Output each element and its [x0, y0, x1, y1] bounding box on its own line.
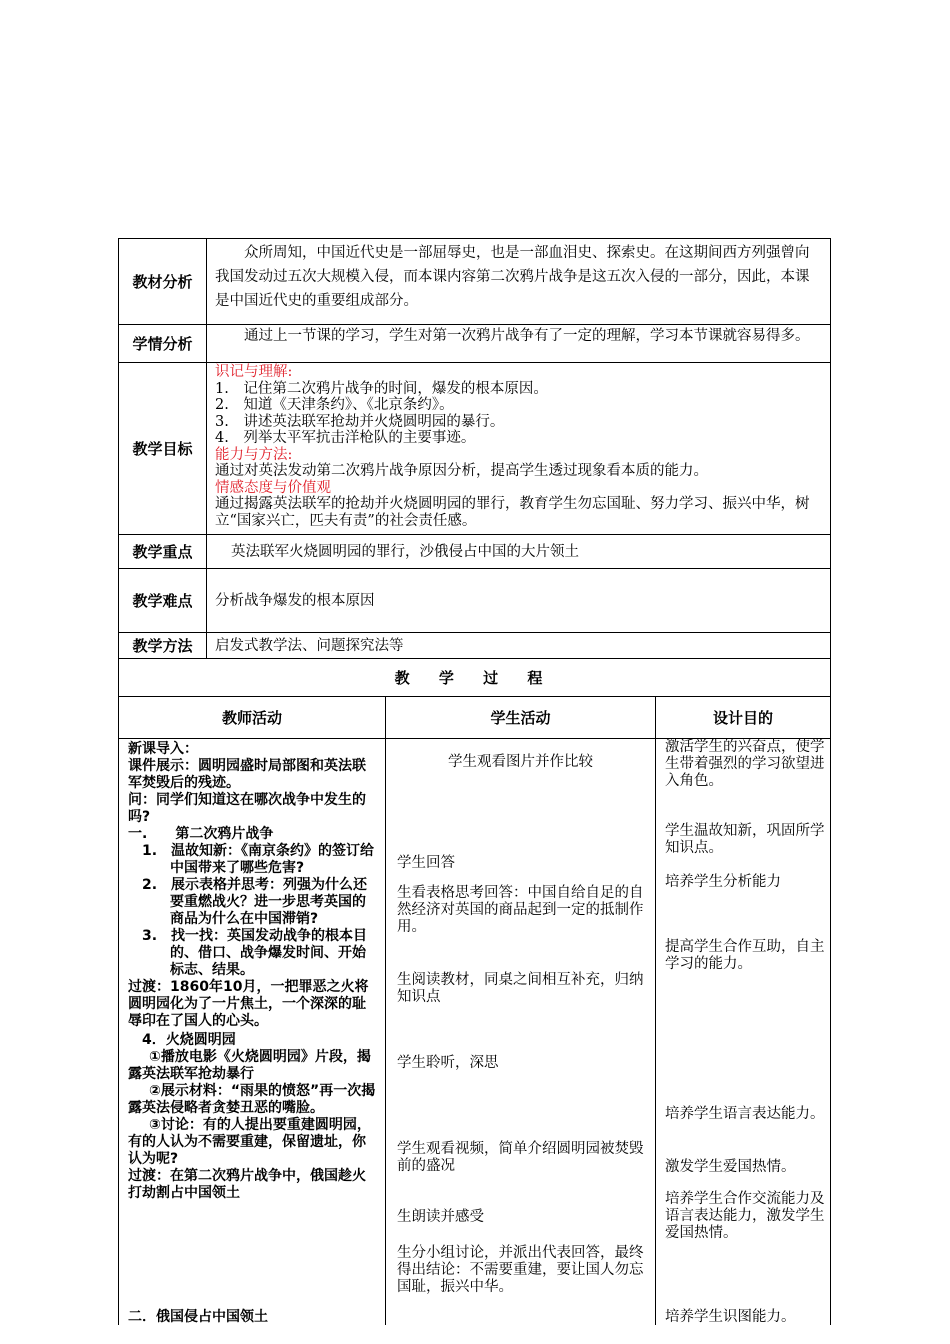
purpose-line: 培养学生语言表达能力。: [665, 1106, 825, 1122]
teacher-line: ③讨论：有的人提出要重建圆明园，有的人认为不需要重建，保留遗址，你认为呢?: [128, 1117, 371, 1167]
row-label: 教学重点: [119, 535, 207, 568]
row-textbook-analysis: [118, 239, 831, 325]
student-line: 学生观看视频，简单介绍圆明园被焚毁前的盛况: [397, 1141, 644, 1174]
teacher-line: 问：同学们知道这在哪次战争中发生的吗?: [128, 792, 366, 825]
goal-item: 2. 知道《天津条约》、《北京条约》。: [215, 397, 454, 413]
teacher-line: ①播放电影《火烧圆明园》片段，揭露英法联军抢劫暴行: [128, 1049, 371, 1082]
teacher-line: 1. 温故知新：《南京条约》的签订给中国带来了哪些危害?: [142, 843, 375, 876]
student-activity-column: [386, 739, 656, 1325]
row-content: [207, 535, 830, 568]
student-analysis-text: 通过上一节课的学习，学生对第一次鸦片战争有了一定的理解，学习本节课就容易得多。: [244, 328, 810, 344]
teacher-line: 二．俄国侵占中国领土: [128, 1309, 268, 1325]
teacher-line: 3. 找一找：英国发动战争的根本目的、借口、战争爆发时间、开始标志、结果。: [142, 928, 368, 978]
purpose-line: 激活学生的兴奋点，使学生带着强烈的学习欲望进入角色。: [665, 739, 825, 789]
goal-item: 1. 记住第二次鸦片战争的时间，爆发的根本原因。: [215, 380, 548, 397]
purpose-line: 培养学生识图能力。: [665, 1309, 796, 1325]
row-teaching-method: [118, 633, 831, 659]
row-process-title: [118, 659, 831, 697]
row-student-analysis: [118, 325, 831, 363]
teacher-line: ②展示材料：“雨果的愤怒”再一次揭露英法侵略者贪婪丑恶的嘴脸。: [128, 1083, 376, 1116]
student-line: 学生观看图片并作比较: [448, 754, 593, 770]
header-student-activity: 学生活动: [490, 709, 551, 727]
textbook-analysis-text: 众所周知，中国近代史是一部屈辱史，也是一部血泪史、探索史。在这期间西方列强曾向我国发动过五次大规模入侵，而本课内容第二次鸦片战争是这五次入侵的一部分，因此，本课是中国近代史的重要组成部分。: [215, 245, 810, 309]
goal-heading-memory: 识记与理解:: [215, 364, 293, 380]
teacher-activity-column: [119, 739, 386, 1325]
row-content: [207, 569, 830, 632]
teaching-method-text: 启发式教学法、问题探究法等: [215, 637, 404, 654]
goal-item: 4. 列举太平军抗击洋枪队的主要事迹。: [215, 430, 476, 446]
row-difficult-points: [118, 569, 831, 633]
row-content: [207, 325, 830, 362]
teacher-line: 过渡：在第二次鸦片战争中，俄国趁火打劫割占中国领土: [128, 1168, 366, 1201]
teacher-line: 课件展示：圆明园盛时局部图和英法联军焚毁后的残迹。: [128, 758, 366, 791]
student-line: 生分小组讨论，并派出代表回答，最终得出结论：不需要重建，要让国人勿忘国耻，振兴中华。: [397, 1245, 644, 1295]
row-process-body: [118, 739, 831, 1325]
student-line: 学生聆听，深思: [397, 1055, 499, 1071]
student-line: 生阅读教材，同桌之间相互补充，归纳知识点: [397, 972, 644, 1005]
row-key-points: [118, 535, 831, 569]
difficult-points-text: 分析战争爆发的根本原因: [215, 592, 375, 609]
student-line: 生看表格思考回答：中国自给自足的自然经济对英国的商品起到一定的抵制作用。: [397, 885, 644, 935]
goal-heading-ability: 能力与方法:: [215, 446, 293, 463]
teacher-line: 新课导入：: [128, 741, 198, 757]
teacher-line: 2. 展示表格并思考：列强为什么还要重燃战火？进一步思考英国的商品为什么在中国滞销?: [142, 877, 368, 927]
process-title: 教 学 过 程: [394, 669, 555, 687]
goal-attitude-text: 通过揭露英法联军的抢劫并火烧圆明园的罪行，教育学生勿忘国耻、努力学习、振兴中华，树立“国家兴亡，匹夫有责”的社会责任感。: [215, 496, 810, 529]
row-label: 教材分析: [119, 239, 207, 324]
row-label: 教学难点: [119, 569, 207, 632]
row-label: 学情分析: [119, 325, 207, 362]
purpose-line: 提高学生合作互助，自主学习的能力。: [665, 939, 825, 972]
row-content: [207, 633, 830, 658]
teacher-line: 4．火烧圆明园: [142, 1032, 236, 1048]
key-points-text: 英法联军火烧圆明园的罪行，沙俄侵占中国的大片领土: [231, 543, 579, 560]
lesson-plan-table: [118, 238, 831, 1325]
row-content: [207, 363, 830, 534]
purpose-line: 激发学生爱国热情。: [665, 1159, 796, 1175]
row-teaching-goals: [118, 363, 831, 535]
goal-item: 3. 讲述英法联军抢劫并火烧圆明园的暴行。: [215, 413, 505, 430]
purpose-line: 学生温故知新，巩固所学知识点。: [665, 823, 825, 856]
purpose-line: 培养学生合作交流能力及语言表达能力，激发学生爱国热情。: [665, 1191, 825, 1241]
row-label: 教学方法: [119, 633, 207, 658]
header-teacher-activity: 教师活动: [221, 709, 282, 727]
student-line: 生朗读并感受: [397, 1209, 484, 1225]
teacher-line: 过渡：1860年10月，一把罪恶之火将圆明园化为了一片焦土，一个深深的耻辱印在了国人的心头。: [128, 979, 369, 1029]
row-label: 教学目标: [119, 363, 207, 534]
row-content: [207, 239, 830, 324]
row-process-headers: [118, 697, 831, 739]
goal-ability-text: 通过对英法发动第二次鸦片战争原因分析，提高学生透过现象看本质的能力。: [215, 463, 708, 479]
design-purpose-column: [656, 739, 830, 1325]
teacher-line: 一. 第二次鸦片战争: [128, 826, 274, 842]
header-design-purpose: 设计目的: [712, 709, 773, 727]
purpose-line: 培养学生分析能力: [665, 874, 781, 890]
student-line: 学生回答: [397, 855, 455, 871]
goal-heading-attitude: 情感态度与价值观: [215, 479, 331, 496]
